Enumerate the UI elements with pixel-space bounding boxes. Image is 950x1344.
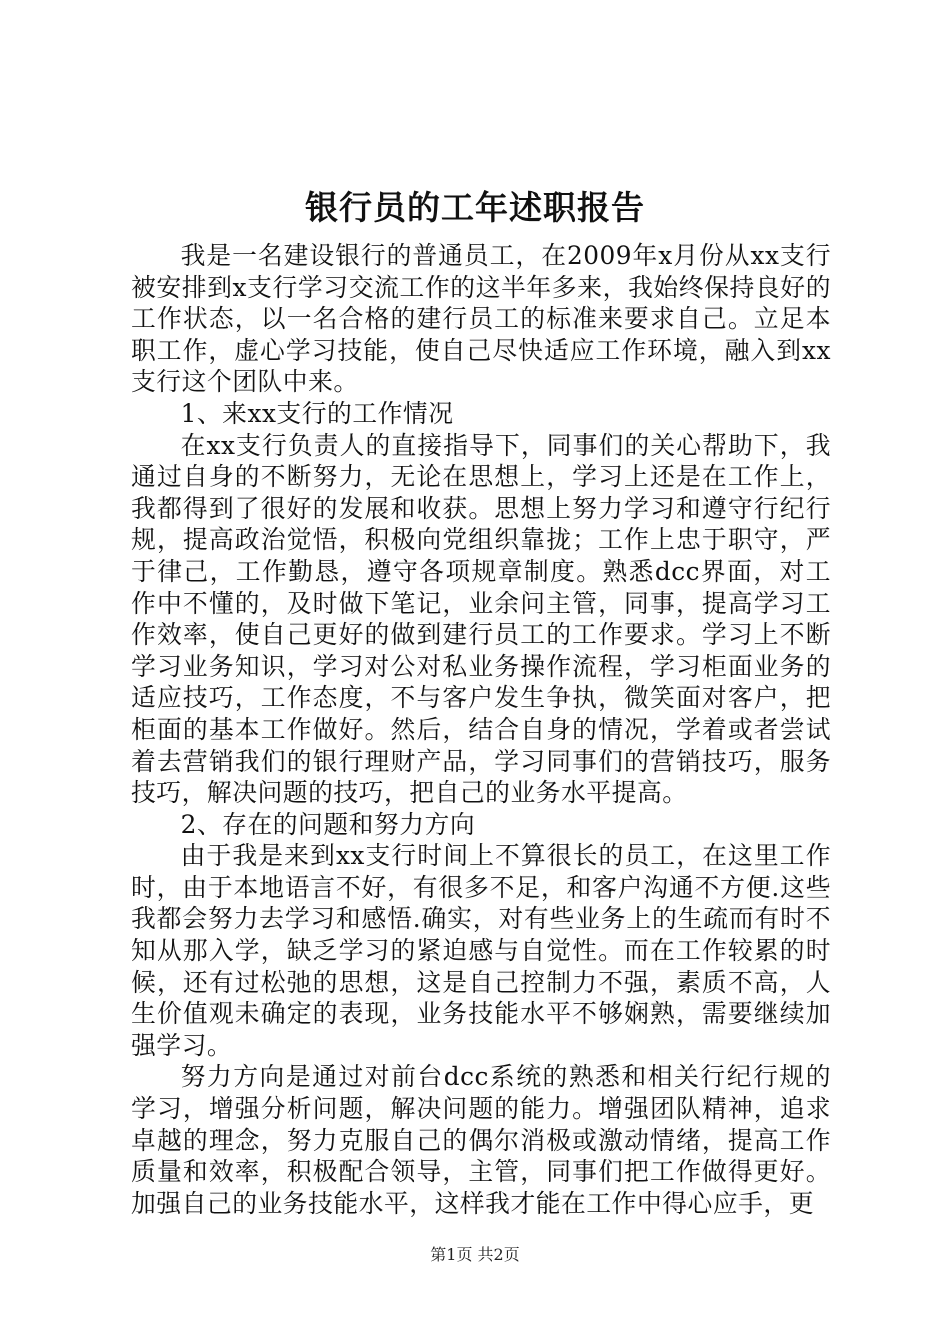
paragraph-problems: 由于我是来到xx支行时间上不算很长的员工，在这里工作时，由于本地语言不好，有很多不足，和客户沟通不方便.这些我都会努力去学习和感悟.确实，对有些业务上的生疏而有时不知从那入学，缺乏学习的紧迫感与自觉性。而在工作较累的时候，还有过松弛的思想，这是自己控制力不强，素质不高，人生价值观未确定的表现，业务技能水平不够娴熟，需要继续加强学习。 bbox=[131, 841, 831, 1060]
paragraph-direction: 努力方向是通过对前台dcc系统的熟悉和相关行纪行规的学习，增强分析问题，解决问题的能力。增强团队精神，追求卓越的理念，努力克服自己的偶尔消极或激动情绪，提高工作质量和效率，积极配合领导，主管，同事们把工作做得更好。加强自己的业务技能水平，这样我才能在工作中得心应手，更 bbox=[131, 1062, 831, 1218]
page-footer: 第1页 共2页 bbox=[430, 1245, 520, 1264]
document-title: 银行员的工年述职报告 bbox=[305, 188, 645, 227]
section-heading-problems-direction: 2、存在的问题和努力方向 bbox=[180, 809, 476, 839]
document-body bbox=[131, 240, 831, 1219]
section-heading-work-situation: 1、来xx支行的工作情况 bbox=[180, 398, 454, 428]
paragraph-work-situation: 在xx支行负责人的直接指导下，同事们的关心帮助下，我通过自身的不断努力，无论在思想上，学习上还是在工作上，我都得到了很好的发展和收获。思想上努力学习和遵守行纪行规，提高政治觉悟，积极向党组织靠拢；工作上忠于职守，严于律己，工作勤恳，遵守各项规章制度。熟悉dcc界面，对工作中不懂的，及时做下笔记，业余问主管，同事，提高学习工作效率，使自己更好的做到建行员工的工作要求。学习上不断学习业务知识，学习对公对私业务操作流程，学习柜面业务的适应技巧，工作态度，不与客户发生争执，微笑面对客户，把柜面的基本工作做好。然后，结合自身的情况，学着或者尝试着去营销我们的银行理财产品，学习同事们的营销技巧，服务技巧，解决问题的技巧，把自己的业务水平提高。 bbox=[131, 430, 831, 808]
paragraph-intro: 我是一名建设银行的普通员工，在2009年x月份从xx支行被安排到x支行学习交流工作的这半年多来，我始终保持良好的工作状态，以一名合格的建行员工的标准来要求自己。立足本职工作，虚心学习技能，使自己尽快适应工作环境，融入到xx支行这个团队中来。 bbox=[131, 241, 831, 397]
